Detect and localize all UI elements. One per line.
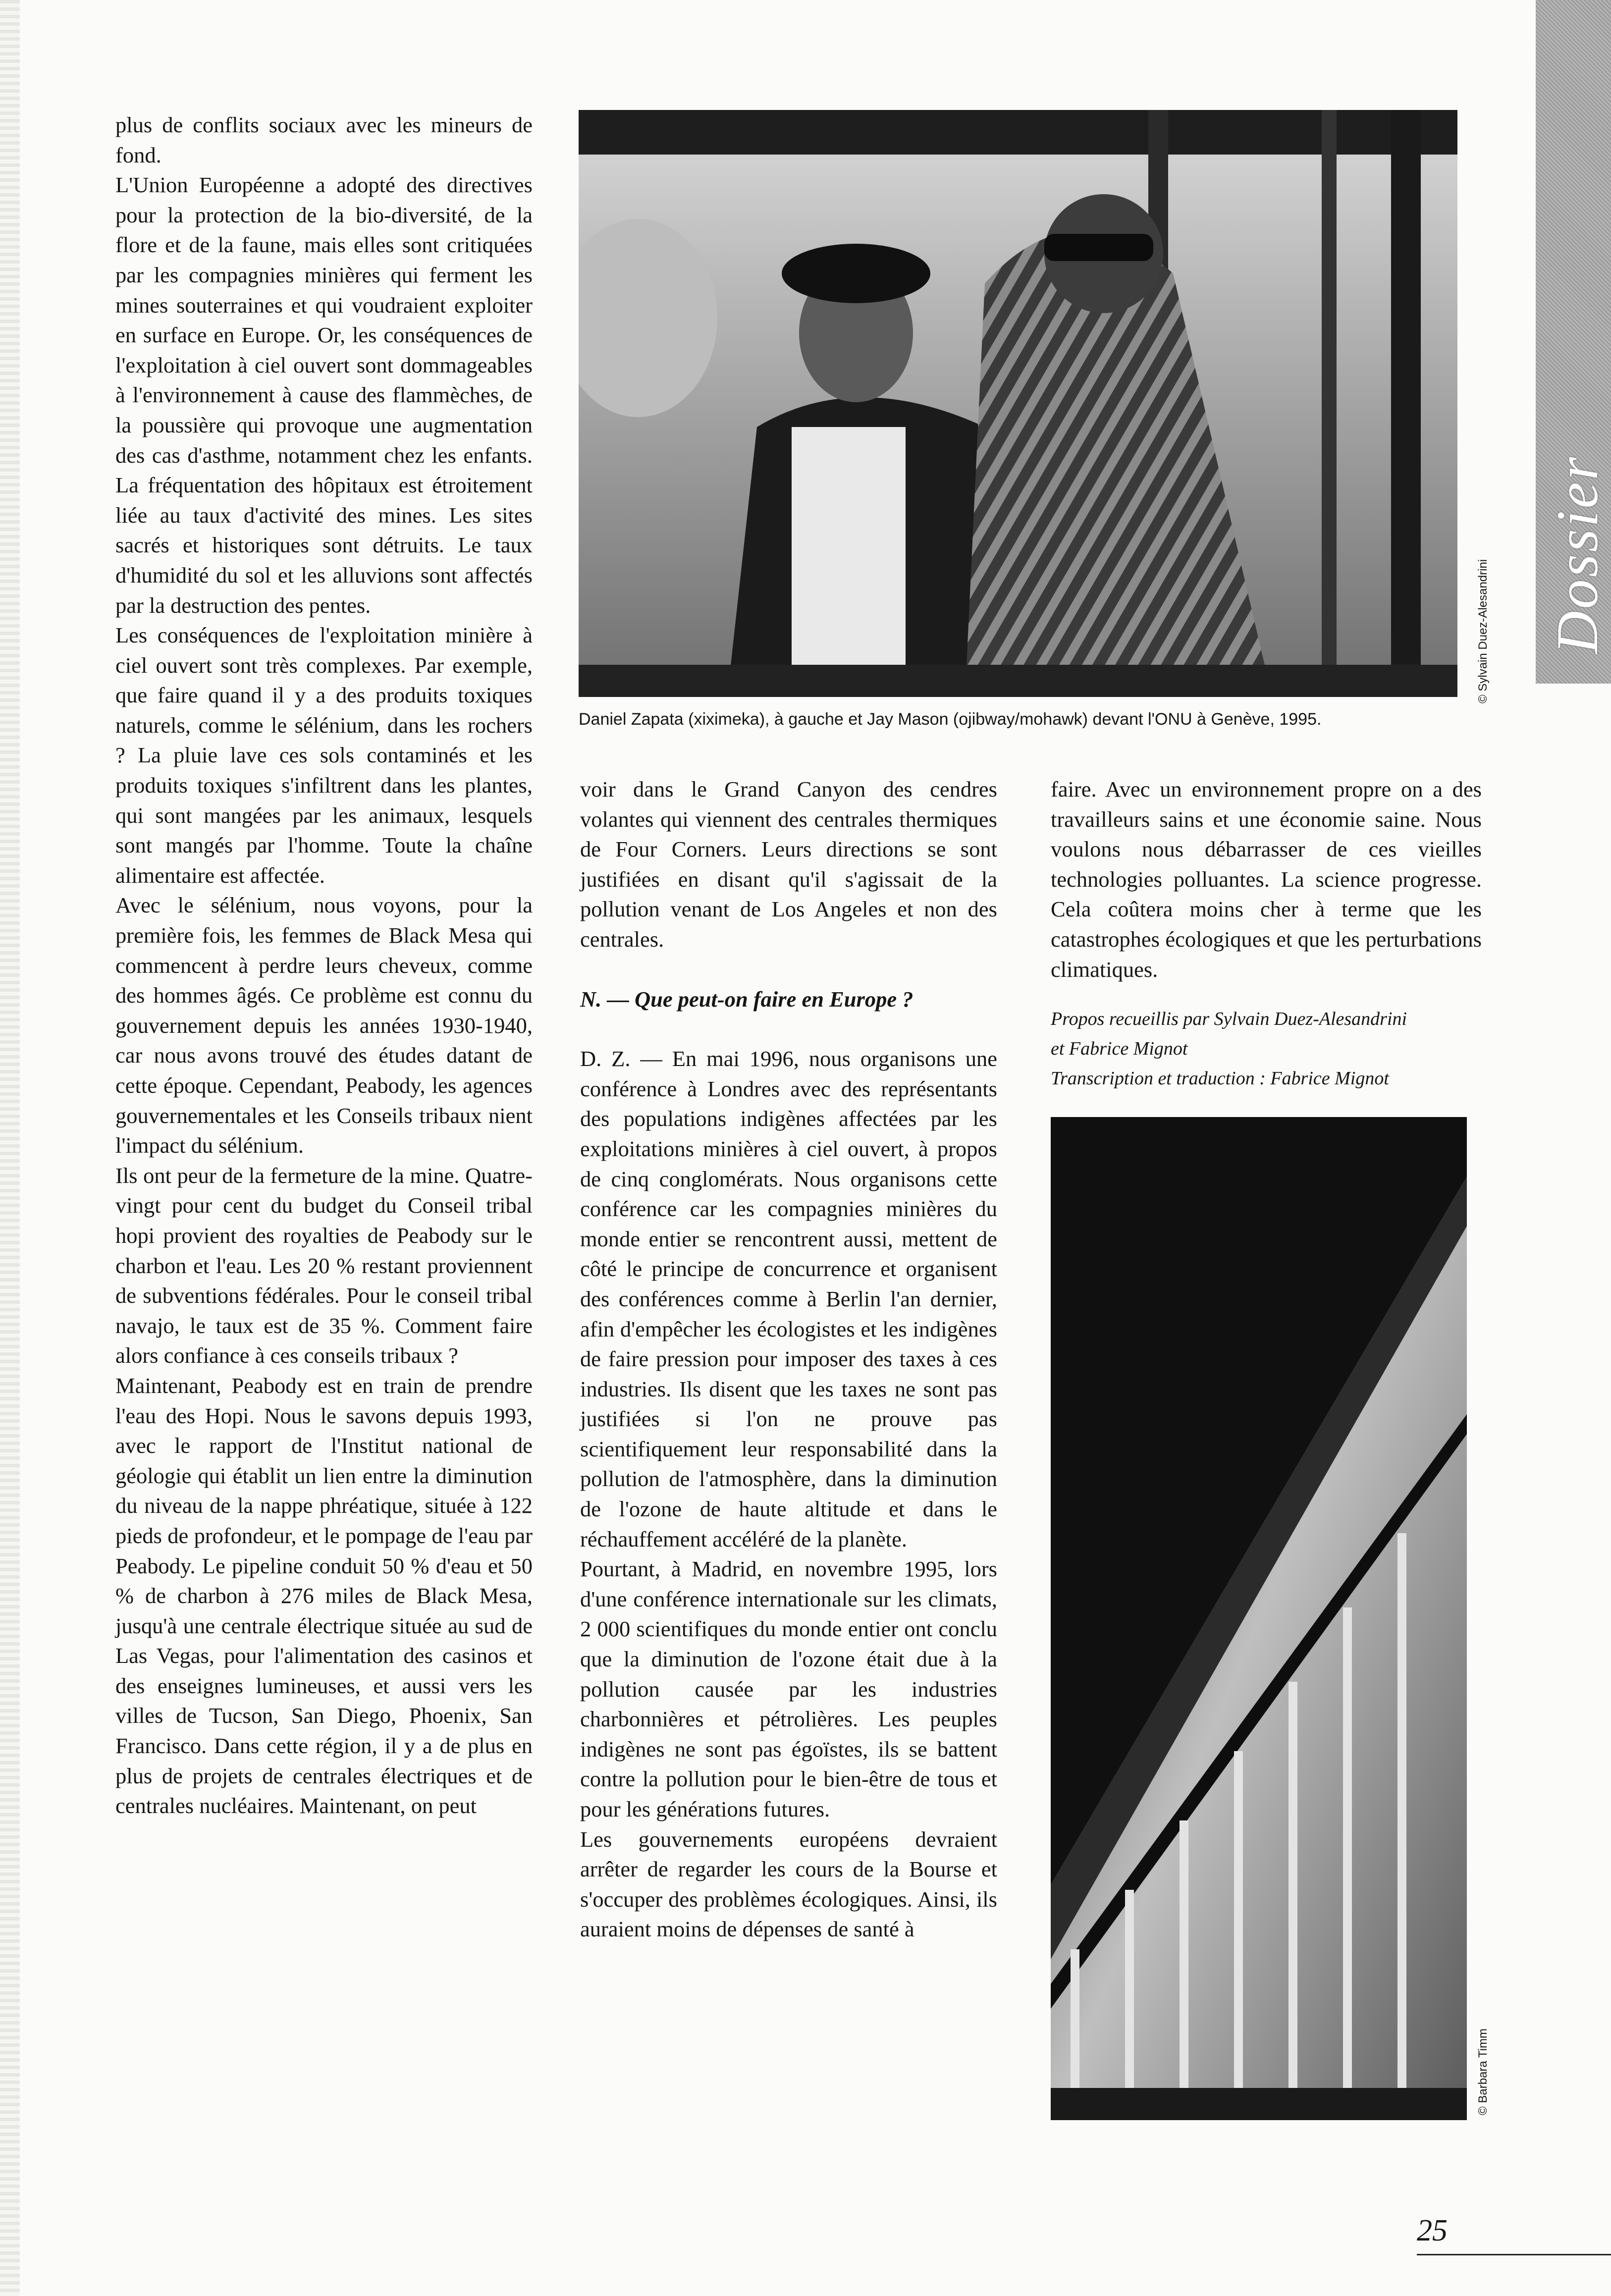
paragraph: Ils ont peur de la fermeture de la mine. Quatre-vingt pour cent du budget du Conseil tribal hopi provient des royalties de Peabody sur le charbon et l'eau. Les 20 % restant proviennent de subventions fédérales. Pour le conseil tribal navajo, le taux est de 35 %. Comment faire alors confiance à ces conseils tribaux ? (115, 1163, 533, 1368)
photo-protest-geneva (579, 110, 1457, 697)
column-3 (1051, 774, 1482, 1093)
interview-credits (1051, 1004, 1482, 1093)
page-edge-scan (0, 0, 20, 2296)
paragraph: Pourtant, à Madrid, en novembre 1995, lors d'une conférence internationale sur les climats, 2 000 scientifiques du monde entier ont conclu que la diminution de l'ozone était due à la pollution causée par les industries charbonnières et pétrolières. Les peuples indigènes ne sont pas égoïstes, ils se battent contre la pollution pour le bien-être de tous et pour les générations futures. (580, 1556, 997, 1821)
paragraph: L'Union Européenne a adopté des directives pour la protection de la bio-diversité, de la flore et de la faune, mais elles sont critiquées par les compagnies minières qui ferment les mines souterraines et qui voudraient exploiter en surface en Europe. Or, les conséquences de l'exploitation à ciel ouvert sont dommageables à l'environnement à cause des flammèches, de la poussière qui provoque une augmentation des cas d'asthme, notamment chez les enfants. La fréquentation des hôpitaux est étroitement liée au taux d'activité des mines. Les sites sacrés et historiques sont détruits. Le taux d'humidité du sol et les alluvions sont affectés par la destruction des pentes. (115, 172, 533, 618)
paragraph: Les conséquences de l'exploitation minière à ciel ouvert sont très complexes. Par exemple, que faire quand il y a des produits toxiques naturels, comme le sélénium, dans les rochers ? La pluie lave ces sols contaminés et les produits toxiques s'infiltrent dans les plantes, qui sont mangées par les animaux, lesquels sont mangés par l'homme. Toute la chaîne alimentaire est affectée. (115, 623, 533, 888)
credit-line: et Fabrice Mignot (1051, 1038, 1188, 1060)
paragraph: plus de conflits sociaux avec les mineurs de fond. (115, 112, 533, 167)
paragraph: Les gouvernements européens devraient arrêter de regarder les cours de la Bourse et s'occuper des problèmes écologiques. Ainsi, ils auraient moins de dépenses de santé à (580, 1826, 997, 1942)
photo-caption: Daniel Zapata (xiximeka), à gauche et Jay Mason (ojibway/mohawk) devant l'ONU à Genève, 1995. (579, 710, 1322, 729)
photo-pipeline-structure (1051, 1117, 1467, 2120)
paragraph: Maintenant, Peabody est en train de prendre l'eau des Hopi. Nous le savons depuis 1993, avec le rapport de l'Institut national de géologie qui établit un lien entre la diminution du niveau de la nappe phréatique, située à 122 pieds de profondeur, et le pompage de l'eau par Peabody. Le pipeline conduit 50 % d'eau et 50 % de charbon à 276 miles de Black Mesa, jusqu'à une centrale électrique située au sud de Las Vegas, pour l'alimentation des casinos et des enseignes lumineuses, et aussi vers les villes de Tucson, San Diego, Phoenix, San Francisco. Dans cette région, il y a de plus en plus de projets de centrales électriques et de centrales nucléaires. Maintenant, on peut (115, 1373, 533, 1818)
paragraph: voir dans le Grand Canyon des cendres volantes qui viennent des centrales thermiques de Four Corners. Leurs directions se sont justifiées en disant qu'il s'agissait de la pollution venant de Los Angeles et non des centrales. (580, 777, 997, 952)
column-2 (580, 774, 997, 1944)
photo-credit: © Barbara Timm (1476, 2028, 1490, 2115)
paragraph: Avec le sélénium, nous voyons, pour la première fois, les femmes de Black Mesa qui commencent à perdre leurs cheveux, comme des hommes âgés. Ce problème est connu du gouvernement depuis les années 1930-1940, car nous avons trouvé des études datant de cette époque. Cependant, Peabody, les agences gouvernementales et les Conseils tribaux nient l'impact du sélénium. (115, 893, 533, 1158)
credit-line: Transcription et traduction : Fabrice Mignot (1051, 1068, 1389, 1089)
photo-illustration (579, 110, 1457, 697)
column-1 (115, 110, 533, 1821)
photo-illustration (1051, 1117, 1467, 2120)
photo-credit: © Sylvain Duez-Alesandrini (1476, 559, 1490, 703)
page-number: 25 (1417, 2214, 1448, 2247)
section-tab-label: Dossier (1544, 455, 1610, 654)
paragraph: faire. Avec un environnement propre on a des travailleurs sains et une économie saine. Nous voulons nous débarrasser de ces vieilles technologies polluantes. La science progresse. Cela coûtera moins cher à terme que les catastrophes écologiques et que les perturbations climatiques. (1051, 777, 1482, 982)
paragraph: D. Z. — En mai 1996, nous organisons une conférence à Londres avec des représentants des populations indigènes affectées par les exploitations minières à ciel ouvert, à propos de cinq conglomérats. Nous organisons cette conférence car les compagnies minières du monde entier se rencontrent aussi, mettent de côté le principe de concurrence et organisent des conférences comme à Berlin l'an dernier, afin d'empêcher les écologistes et les indigènes de faire pression pour imposer des taxes à ces industries. Ils disent que les taxes ne sont pas justifiées si l'on ne prouve pas scientifiquement leur responsabilité dans la pollution de l'atmosphère, dans la diminution de l'ozone de haute altitude et dans le réchauffement accéléré de la planète. (580, 1046, 997, 1551)
interview-question: N. — Que peut-on faire en Europe ? (580, 986, 913, 1012)
page-number-rule (1417, 2254, 1611, 2255)
credit-line: Propos recueillis par Sylvain Duez-Alesandrini (1051, 1009, 1407, 1030)
